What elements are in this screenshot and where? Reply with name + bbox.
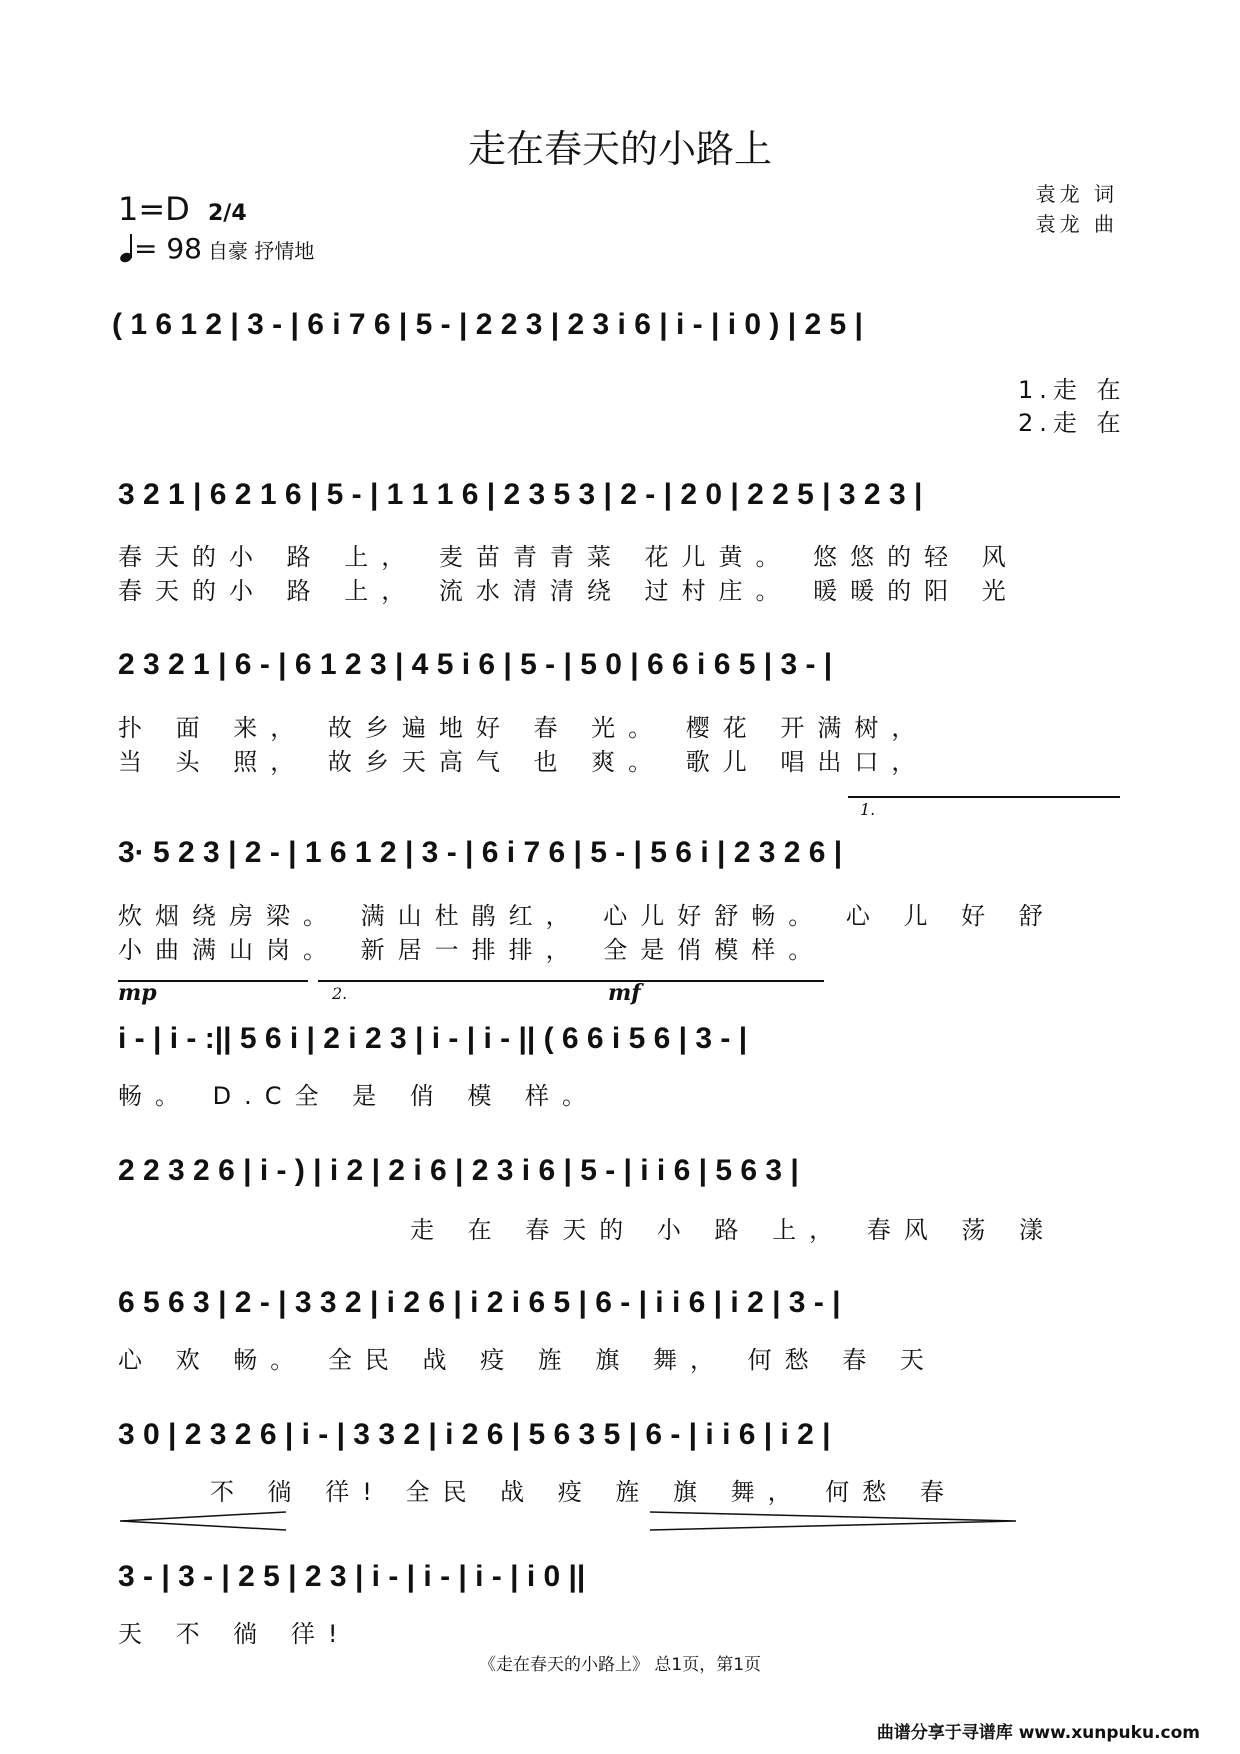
volta-1-bracket [848,796,1120,798]
lyricist-credit: 袁龙 词 [1035,182,1118,206]
notation-line-2: 3 2 1 | 6 2 1 6 | 5 - | 1 1 1 6 | 2 3 5 3 | 2 - | 2 0 | 2 2 5 | 3 2 3 | [118,478,923,511]
dynamic-mp: mp [118,980,157,1006]
style-label: 自豪 抒情地 [208,239,315,263]
notation-line-4: 3· 5 2 3 | 2 - | 1 6 1 2 | 3 - | 6 i 7 6 | 5 - | 5 6 i | 2 3 2 6 | [118,836,843,869]
notation-line-7: 6 5 6 3 | 2 - | 3 3 2 | i 2 6 | i 2 i 6 5 | 6 - | i i 6 | i 2 | 3 - | [118,1286,841,1319]
volta-2-bracket [318,980,824,982]
composer-credit: 袁龙 曲 [1035,212,1118,236]
page-title: 走在春天的小路上 [467,127,772,171]
lyric-5: 畅。 D.C全 是 俏 模 样。 [118,1082,600,1110]
key-signature [118,190,247,228]
page-footer: 《走在春天的小路上》 总1页，第1页 [478,1655,762,1675]
lyric-4-verse2: 小曲满山岗。 新居一排排， 全是俏模样。 [118,936,826,964]
lyric-9: 天 不 徜 徉! [118,1620,351,1648]
quarter-note-icon [120,234,134,262]
dynamic-mf: mf [608,980,641,1006]
lyric-4-verse1: 炊烟绕房梁。 满山杜鹃红， 心儿好舒畅。 心 儿 好 舒 [118,902,1056,930]
site-watermark: 曲谱分享于寻谱库 www.xunpuku.com [876,1723,1200,1743]
notation-line-6: 2 2 3 2 6 | i - ) | i 2 | 2 i 6 | 2 3 i 6 | 5 - | i i 6 | 5 6 3 | [118,1154,799,1187]
notation-line-3: 2 3 2 1 | 6 - | 6 1 2 3 | 4 5 i 6 | 5 - | 5 0 | 6 6 i 6 5 | 3 - | [118,648,833,681]
notation-line-5: i - | i - :|| 5 6 i | 2 i 2 3 | i - | i - || ( 6 6 i 5 6 | 3 - | [118,1022,748,1055]
lyric-3-verse1: 扑 面 来， 故乡遍地好 春 光。 樱花 开满树， [118,714,929,742]
lyric-1-verse2: 2.走 在 [1018,409,1127,437]
decrescendo-hairpin [648,1510,1018,1532]
tempo-marking [120,232,314,265]
crescendo-hairpin [118,1510,288,1532]
volta-1-label: 1. [860,800,876,819]
tempo-value: = 98 [134,232,202,265]
key-label: 1=D [118,190,190,228]
notation-line-1: ( 1 6 1 2 | 3 - | 6 i 7 6 | 5 - | 2 2 3 | 2 3 i 6 | i - | i 0 ) | 2 5 | [112,308,863,341]
notation-line-9: 3 - | 3 - | 2 5 | 2 3 | i - | i - | i - | i 0 || [118,1560,586,1593]
lyric-6: 走 在 春天的 小 路 上， 春风 荡 漾 [410,1216,1057,1244]
lyric-2-verse2: 春天的小 路 上， 流水清清绕 过村庄。 暖暖的阳 光 [118,577,1019,605]
lyric-1-verse1: 1.走 在 [1018,376,1127,404]
lyric-2-verse1: 春天的小 路 上， 麦苗青青菜 花儿黄。 悠悠的轻 风 [118,543,1019,571]
volta-2-label: 2. [332,984,348,1003]
time-signature: 2/4 [207,201,247,226]
lyric-3-verse2: 当 头 照， 故乡天高气 也 爽。 歌儿 唱出口， [118,748,929,776]
lyric-8: 不 徜 徉! 全民 战 疫 旌 旗 舞， 何愁 春 [210,1478,957,1506]
notation-line-8: 3 0 | 2 3 2 6 | i - | 3 3 2 | i 2 6 | 5 6 3 5 | 6 - | i i 6 | i 2 | [118,1418,831,1451]
lyric-7: 心 欢 畅。 全民 战 疫 旌 旗 舞， 何愁 春 天 [118,1346,937,1374]
